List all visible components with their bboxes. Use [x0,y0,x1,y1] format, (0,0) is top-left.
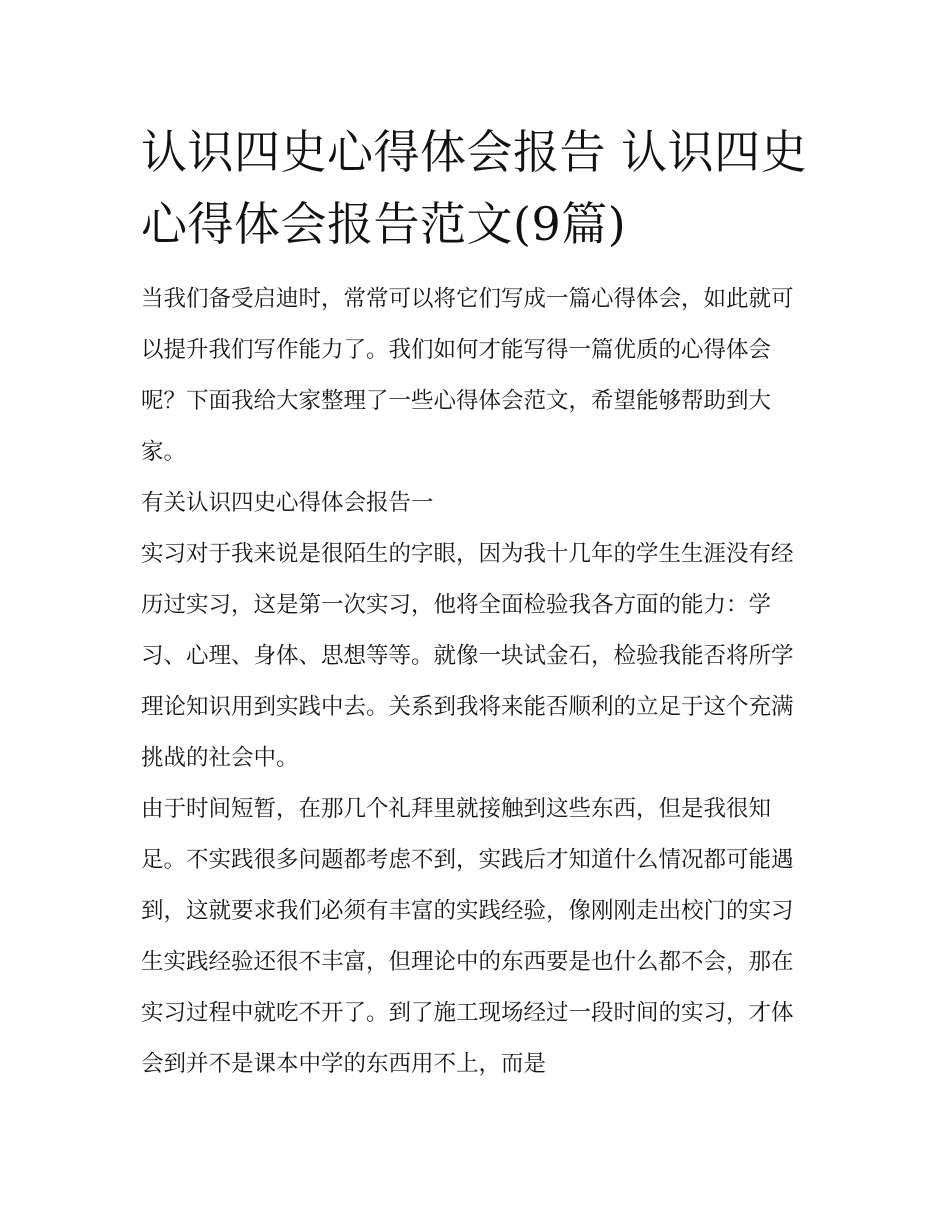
section-heading: 有关认识四史心得体会报告一 [141,490,434,516]
intro-paragraph: 当我们备受启迪时，常常可以将它们写成一篇心得体会，如此就可以提升我们写作能力了。我们如何才能写得一篇优质的心得体会呢？下面我给大家整理了一些心得体会范文，希望能够帮助到大家。 [141,286,794,465]
body-paragraph: 由于时间短暂，在那几个礼拜里就接触到这些东西，但是我很知足。不实践很多问题都考虑不到，实践后才知道什么情况都可能遇到，这就要求我们必须有丰富的实践经验，像刚刚走出校门的实习生实践经验还很不丰富，但理论中的东西要是也什么都不会，那在实习过程中就吃不开了。到了施工现场经过一段时间的实习，才体会到并不是课本中学的东西用不上，而是 [141,796,794,1077]
document-title: 认识四史心得体会报告 认识四史心得体会报告范文(9篇) [141,125,808,251]
document-body [141,274,813,1090]
body-paragraph: 实习对于我来说是很陌生的字眼，因为我十几年的学生生涯没有经历过实习，这是第一次实习，他将全面检验我各方面的能力：学习、心理、身体、思想等等。就像一块试金石，检验我能否将所学理论知识用到实践中去。关系到我将来能否顺利的立足于这个充满挑战的社会中。 [141,541,794,771]
